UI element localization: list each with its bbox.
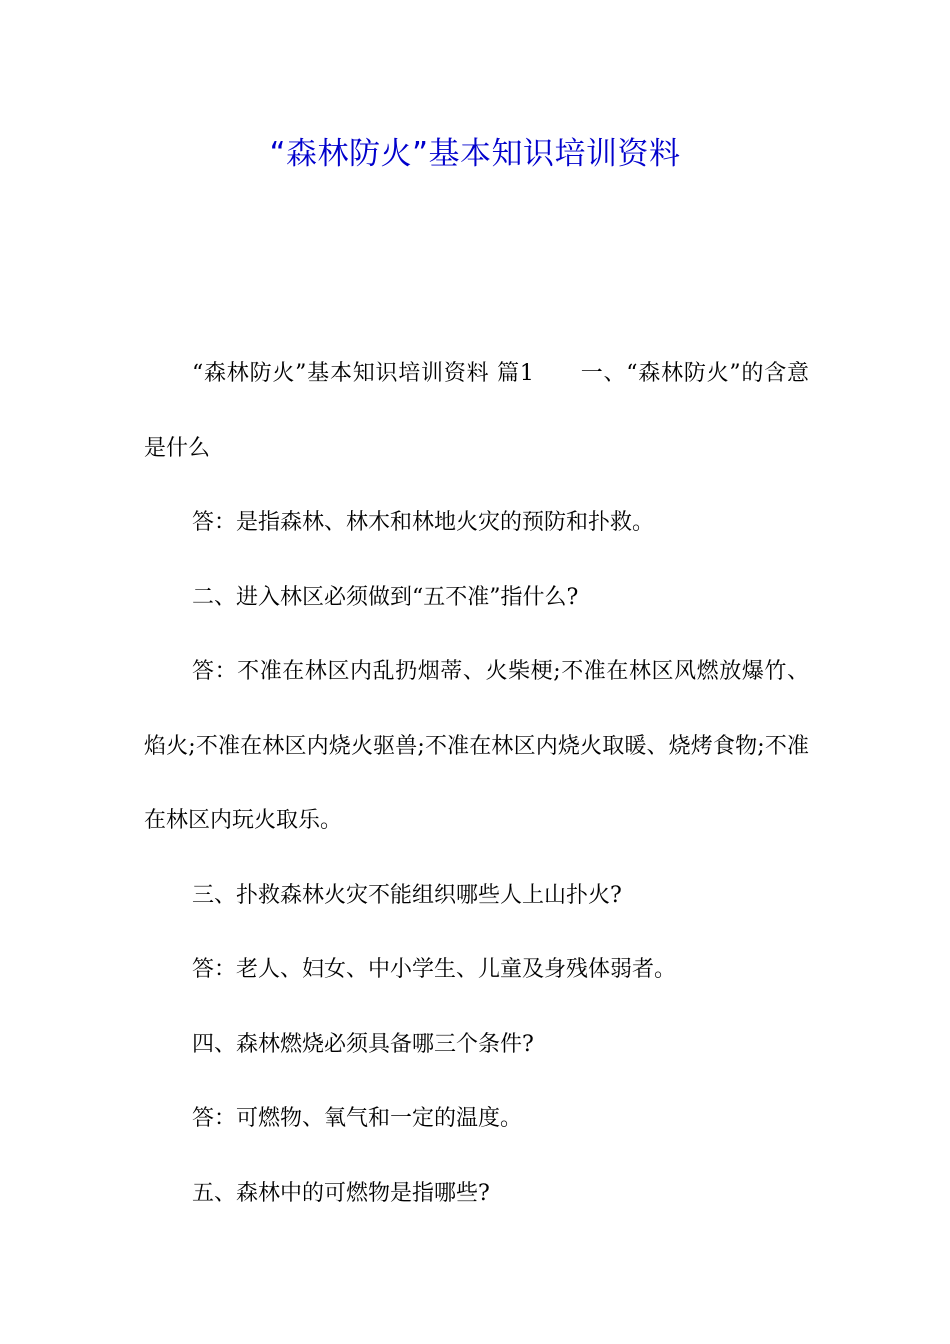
answer-2: 答：不准在林区内乱扔烟蒂、火柴梗;不准在林区风燃放爆竹、焰火;不准在林区内烧火驱兽;不准在林区内烧火取暖、烧烤食物;不准在林区内玩火取乐。 bbox=[144, 659, 809, 833]
document-title: “森林防火”基本知识培训资料 bbox=[269, 136, 681, 172]
intro-paragraph bbox=[144, 337, 809, 486]
answer-1: 答：是指森林、林木和林地火灾的预防和扑救。 bbox=[192, 510, 655, 535]
question-1: 一、“森林防火”的含意是什么 bbox=[144, 361, 809, 461]
question-4: 四、森林燃烧必须具备哪三个条件? bbox=[192, 1031, 534, 1057]
answer-4: 答：可燃物、氧气和一定的温度。 bbox=[192, 1106, 523, 1131]
document-body bbox=[144, 337, 809, 1231]
section-heading: “森林防火”基本知识培训资料 篇1 bbox=[192, 361, 534, 386]
question-3: 三、扑救森林火灾不能组织哪些人上山扑火? bbox=[192, 882, 622, 908]
question-5: 五、森林中的可燃物是指哪些? bbox=[192, 1180, 490, 1206]
answer-3: 答：老人、妇女、中小学生、儿童及身残体弱者。 bbox=[192, 957, 677, 982]
question-2: 二、进入林区必须做到“五不准”指什么? bbox=[192, 584, 579, 610]
